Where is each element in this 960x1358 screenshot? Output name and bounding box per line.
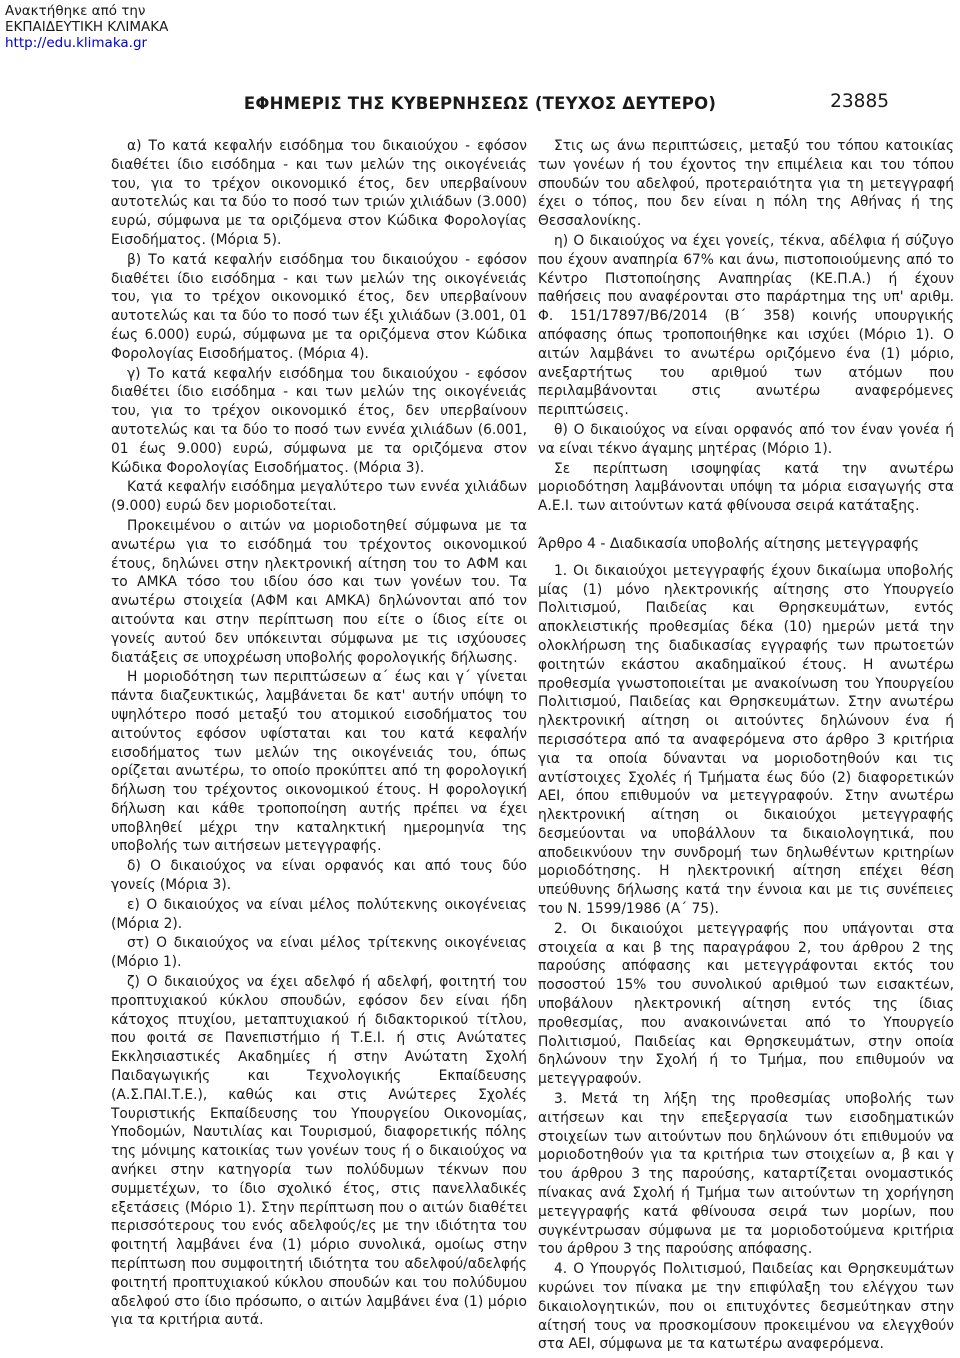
source-attribution <box>5 3 168 51</box>
paragraph: Προκειμένου ο αιτών να μοριοδοτηθεί σύμφωνα με τα ανωτέρω για το εισόδημά του τρέχοντος οικονομικού έτους, δηλώνει στην ηλεκτρονική αίτηση του το ΑΦΜ και το ΑΜΚΑ τόσο του ιδίου όσο και των γονέων του. Τα ανωτέρω στοιχεία (ΑΦΜ και ΑΜΚΑ) δηλώνονται από τον αιτούντα και στην περίπτωση που είτε ο ίδιος είτε οι γονείς αυτού δεν υπόκεινται σύμφωνα με τις ισχύουσες διατάξεις σε υποχρέωση υποβολής φορολογικής δήλωσης. <box>111 517 527 666</box>
paragraph: στ) Ο δικαιούχος να είναι μέλος τρίτεκνης οικογένειας (Μόριο 1). <box>111 935 527 971</box>
paragraph: α) Το κατά κεφαλήν εισόδημα του δικαιούχου - εφόσον διαθέτει ίδιο εισόδημα - και των μελών της οικογένειάς του, για το τρέχον οικονομικό έτος, δεν υπερβαίνουν αυτοτελώς και τα δύο το ποσό των τριών χιλιάδων (3.000) ευρώ, σύμφωνα με τα οριζόμενα στον Κώδικα Φορολογίας Εισοδήματος. (Μόρια 5). <box>111 138 527 248</box>
paragraph: γ) Το κατά κεφαλήν εισόδημα του δικαιούχου - εφόσον διαθέτει ίδιο εισόδημα - και των μελών της οικογένειάς του, για το τρέχον οικονομικό έτος, δεν υπερβαίνουν αυτοτελώς και τα δύο το ποσό των εννέα χιλιάδων (6.001, 01 έως 9.000) ευρώ, σύμφωνα με τα οριζόμενα στον Κώδικα Φορολογίας Εισοδήματος. (Μόρια 3). <box>111 365 527 476</box>
paragraph: Σε περίπτωση ισοψηφίας κατά την ανωτέρω μοριοδότηση λαμβάνονται υπόψη τα μόρια εισαγωγής στα Α.Ε.Ι. των αιτούντων κατά φθίνουσα σειρά κατάταξης. <box>538 460 954 515</box>
paragraph: Η μοριοδότηση των περιπτώσεων α΄ έως και γ΄ γίνεται πάντα διαζευκτικώς, λαμβάνεται δε κατ' αυτήν υπόψη το υψηλότερο ποσό μεταξύ του ατομικού εισοδήματος του αιτούντος εφόσον υφίσταται και του κατά κεφαλήν εισοδήματος των μελών της οικογένειάς του, όπως ορίζεται ανωτέρω, το οποίο προκύπτει από τη φορολογική δήλωση του τρέχοντος οικονομικού έτους. Η φορολογική δήλωση και κάθε τροποποίηση αυτής πρέπει να έχει υποβληθεί μέχρι την καταληκτική ημερομηνία της υποβολής των αιτήσεων μετεγγραφής. <box>111 669 527 855</box>
paragraph: Στις ως άνω περιπτώσεις, μεταξύ του τόπου κατοικίας των γονέων ή του έχοντος την επιμέλεια και του τόπου σπουδών του αδελφού, προτεραιότητα για τη μετεγγραφή έχει ο τόπος, που δεν είναι η πόλη της Αθήνας ή της Θεσσαλονίκης. <box>538 138 954 230</box>
paragraph: η) Ο δικαιούχος να έχει γονείς, τέκνα, αδέλφια ή σύζυγο που έχουν αναπηρία 67% και άνω, πιστοποιούμενης από το Κέντρο Πιστοποίησης Αναπηρίας (ΚΕ.Π.Α.) ή έχουν παθήσεις που αναφέρονται στο παράρτημα της υπ' αριθμ. Φ. 151/17897/Β6/2014 (Β΄ 358) κοινής υπουργικής απόφασης όπως τροποποιήθηκε και ισχύει (Μόριο 1). Ο αιτών λαμβάνει το ανωτέρω οριζόμενο ένα (1) μόριο, ανεξαρτήτως του αριθμού των ατόμων που περιλαμβάνονται στις ανωτέρω αναφερόμενες περιπτώσεις. <box>538 232 954 419</box>
paragraph: ζ) Ο δικαιούχος να έχει αδελφό ή αδελφή, φοιτητή του προπτυχιακού κύκλου σπουδών, εφόσον δεν είναι ήδη κάτοχος πτυχίου, μεταπτυχιακού ή διδακτορικού τίτλου, που φοιτά σε Πανεπιστήμιο ή Τ.Ε.Ι. ή στις Ανώτατες Εκκλησιαστικές Ακαδημίες ή στην Ανώτατη Σχολή Παιδαγωγικής και Τεχνολογικής Εκπαίδευσης (Α.Σ.ΠΑΙ.Τ.Ε.), καθώς και στις Ανώτερες Σχολές Τουριστικής Εκπαίδευσης του Υπουργείου Οικονομίας, Υποδομών, Ναυτιλίας και Τουρισμού, διαφορετικής πόλης της μόνιμης κατοικίας των γονέων τους ή ο δικαιούχος να ανήκει στην κατηγορία των πολύδυμων τέκνων που συμμετέχων, το ίδιο σχολικό έτος, στις πανελλαδικές εξετάσεις (Μόριο 1). Στην περίπτωση που ο αιτών διαθέτει περισσότερους του ενός αδελφούς/ες με την ιδιότητα του φοιτητή λαμβάνει ένα (1) μόριο συνολικά, ομοίως στην περίπτωση που συμφοιτητή ιδιότητα του αδελφού/αδελφής φοιτητή προπτυχιακού κύκλου σπουδών και του πολύδυμου αδελφού στο ίδιο πρόσωπο, ο αιτών λαμβάνει ένα (1) μόριο για τα κριτήρια αυτά. <box>111 974 527 1329</box>
paragraph: β) Το κατά κεφαλήν εισόδημα του δικαιούχου - εφόσον διαθέτει ίδιο εισόδημα - και των μελών της οικογένειάς του, για το τρέχον οικονομικό έτος, δεν υπερβαίνουν αυτοτελώς και τα δύο το ποσό των έξι χιλιάδων (3.001, 01 έως 6.000) ευρώ, σύμφωνα με τα οριζόμενα στον Κώδικα Φορολογίας Εισοδήματος. (Μόρια 4). <box>111 251 527 362</box>
page-number: 23885 <box>830 91 889 112</box>
paragraph: ε) Ο δικαιούχος να είναι μέλος πολύτεκνης οικογένειας (Μόρια 2). <box>111 896 527 932</box>
right-column <box>538 137 954 1355</box>
left-column <box>111 137 527 1331</box>
gazette-header <box>0 91 960 116</box>
source-link[interactable]: http://edu.klimaka.gr <box>5 35 148 51</box>
article-heading: Άρθρο 4 - Διαδικασία υποβολής αίτησης μετεγγραφής <box>538 535 920 552</box>
paragraph: 2. Οι δικαιούχοι μετεγγραφής που υπάγονται στα στοιχεία α και β της παραγράφου 2, του άρθρου 2 της παρούσης απόφασης και μετεγγράφονται εκτός του ποσοστού 15% του συνολικού αριθμού των εισακτέων, υποβάλουν ηλεκτρονική αίτηση εντός της ίδιας προθεσμίας, που ανακοινώνεται από το Υπουργείο Πολιτισμού, Παιδείας και Θρησκευμάτων, στην οποία δηλώνουν την Σχολή ή το Τμήμα, που επιθυμούν να μετεγγραφούν. <box>538 920 954 1088</box>
source-line-2: ΕΚΠΑΙΔΕΥΤΙΚΗ ΚΛΙΜΑΚΑ <box>5 19 169 35</box>
paragraph: Κατά κεφαλήν εισόδημα μεγαλύτερο των εννέα χιλιάδων (9.000) ευρώ δεν μοριοδοτείται. <box>111 479 527 515</box>
paragraph: θ) Ο δικαιούχος να είναι ορφανός από τον έναν γονέα ή να είναι τέκνο άγαμης μητέρας (Μόριο 1). <box>538 421 954 457</box>
paragraph: 4. Ο Υπουργός Πολιτισμού, Παιδείας και Θρησκευμάτων κυρώνει τον πίνακα με την επιφύλαξη του ελέγχου των δικαιολογητικών, που οι επιτυχόντες δεσμεύτηκαν στην αίτησή τους να προσκομίσουν προκειμένου να ελεγχθούν στα ΑΕΙ, σύμφωνα με τα κατωτέρω αναφερόμενα. <box>538 1261 954 1353</box>
source-line-1: Ανακτήθηκε από την <box>5 3 146 19</box>
paragraph: 1. Οι δικαιούχοι μετεγγραφής έχουν δικαίωμα υποβολής μίας (1) μόνο ηλεκτρονικής αίτησης στο Υπουργείο Πολιτισμού, Παιδείας και Θρησκευμάτων, εντός αποκλειστικής προθεσμίας δέκα (10) ημερών μετά την ολοκλήρωση της διαδικασίας εγγραφής των πρωτοετών φοιτητών εκάστου ακαδημαϊκού έτους. Η ανωτέρω προθεσμία γνωστοποιείται με ανακοίνωση του Υπουργείου Πολιτισμού, Παιδείας και Θρησκευμάτων. Στην ανωτέρω ηλεκτρονική αίτηση οι αιτούντες δηλώνουν ένα ή περισσότερα από τα αναφερόμενα στο άρθρο 3 κριτήρια για τα οποία δύνανται να μοριοδοτηθούν και τις αντίστοιχες Σχολές ή Τμήματα έως δύο (2) διαφορετικών ΑΕΙ, όπου επιθυμούν να μετεγγραφούν. Στην ανωτέρω ηλεκτρονική αίτηση οι δικαιούχοι μετεγγραφής δεσμεύονται να υποβάλλουν τα δικαιολογητικά, που αποδεικνύουν την συνδρομή των δηλωθέντων κριτηρίων μοριοδότησης. Η ηλεκτρονική αίτηση επέχει θέση υπεύθυνης δήλωσης κατά την έννοια και με τις συνέπειες του Ν. 1599/1986 (Α΄ 75). <box>538 562 954 918</box>
paragraph: δ) Ο δικαιούχος να είναι ορφανός και από τους δύο γονείς (Μόρια 3). <box>111 858 527 894</box>
gazette-title: ΕΦΗΜΕΡΙΣ ΤΗΣ ΚΥΒΕΡΝΗΣΕΩΣ (ΤΕΥΧΟΣ ΔΕΥΤΕΡΟ) <box>243 94 717 113</box>
paragraph: 3. Μετά τη λήξη της προθεσμίας υποβολής των αιτήσεων και την επεξεργασία των εισοδηματικών στοιχείων των αιτούντων που δηλώνουν ότι επιθυμούν να μοριοδοτηθούν για τα κριτήρια των στοιχείων α, β και γ του άρθρου 3 της παρούσης, καταρτίζεται ονομαστικός πίνακας ανά Σχολή ή Τμήμα των αιτούντων τη χορήγηση μετεγγραφής κατά φθίνουσα σειρά των μορίων, που συγκέντρωσαν σύμφωνα με τα μοριοδοτούμενα κριτήρια του άρθρου 3 της παρούσης απόφασης. <box>538 1091 954 1258</box>
